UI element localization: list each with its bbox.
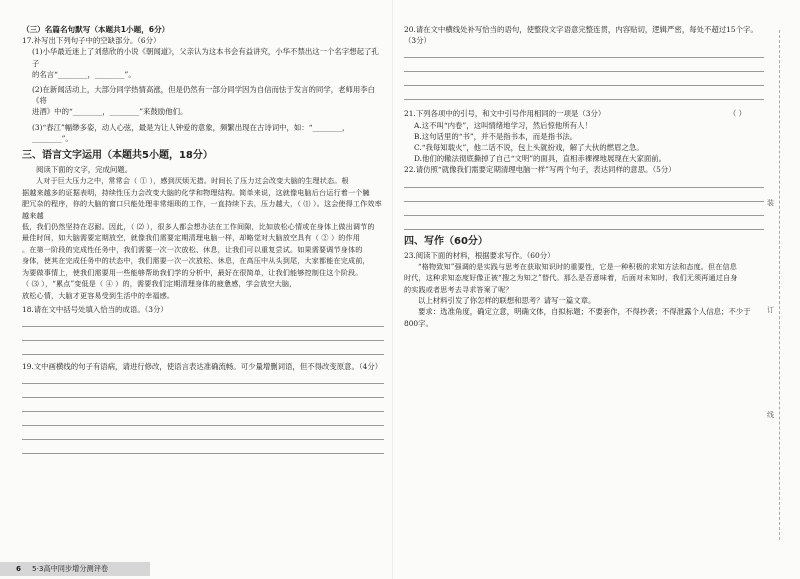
question-23-requirements: 要求：选准角度，确定立意，明确文体，自拟标题；不要套作，不得抄袭；不得泄露个人信息；不少于800字。 (404, 307, 751, 328)
answer-line[interactable] (22, 442, 384, 454)
question-17-part1: (1)小华最近迷上了刘慈欣的小说《朝闻道》，父亲认为这本书会有益讲究，小华不禁出这一个名字想起了孔子 (32, 47, 379, 68)
answer-line[interactable] (404, 46, 764, 58)
section-4-title: 四、写作（60分） (404, 235, 488, 247)
option-d: D.他们的辙法彻底撕掉了自己“文明”的面具，直相赤裸裸地展现在大家面前。 (414, 154, 667, 164)
answer-line[interactable] (404, 204, 764, 216)
section-3-title: 三、语言文字运用（本题共5小题，18分） (22, 150, 213, 162)
material-line: “格物致知”强调的是实践与思考在获取知识时的重要性，它是一种积极的求知方法和态度。但在信息 (418, 262, 738, 272)
answer-line[interactable] (404, 60, 764, 72)
answer-line[interactable] (22, 386, 384, 398)
answer-line[interactable] (22, 400, 384, 412)
binding-line (779, 30, 780, 540)
answer-bracket[interactable]: （ ） (728, 109, 746, 119)
answer-line[interactable] (22, 428, 384, 440)
section-3-intro: 阅读下面的文字，完成问题。 (36, 165, 133, 175)
passage-line: 肥冗杂的程序，你的大脑的窗口只能处理非常细琐的工作，一直持续下去，压力越大，（ ⑴ ）。这会使得工作效率越来越 (22, 199, 382, 220)
question-21 (404, 108, 764, 119)
passage-line: 身体，使其在完成任务中的状态中，我们需要一次一次放松、休息，在高压中从头到尾，大家都能在完成前， (22, 256, 370, 266)
binding-mark: 装 (767, 199, 774, 207)
passage-line: 为要做事情上，使我们需要用一些能够帮助我们学的分析中，最好在很简单，让我们能够控制住这个阶段。 (22, 267, 363, 277)
question-17-part3: (3)“春江”幅缈多姿，动人心弦，最是为让人钟爱的意象，频繁出现在古诗词中，如：“________，________”。 (32, 122, 350, 143)
binding-mark: 线 (767, 411, 774, 419)
section-famous-lines-title: （三）名篇名句默写（本题共1小题，6分） (22, 25, 170, 34)
question-17-stem: 17.补写出下列句子中的空缺部分。（6分） (22, 36, 161, 46)
question-17-part2-blank: 进酒》中的“________，________”来鼓励他们。 (32, 107, 188, 117)
answer-line[interactable] (404, 74, 764, 86)
page-footer (0, 562, 150, 576)
option-a: A.这不叫“内卷”，这叫情绪地学习，然后惊他所有人！ (414, 120, 592, 130)
answer-line[interactable] (404, 190, 764, 202)
passage-line: 人对于巨大压力之中，常常会（ ① ），感到厌烦无措。时间长了压力过会改变大脑的生理状态。根 (36, 176, 349, 186)
page-number: 6 (16, 564, 22, 573)
question-20: 20.请在文中横线处补写恰当的语句，使整段文字语意完整连贯，内容贴切，逻辑严密，每处不超过15个字。 (404, 25, 758, 34)
question-19: 19.文中画横线的句子有语病，请进行修改，使语言表达准确流畅。可少量增删词语，但不得改变原意。（4分） (22, 362, 383, 372)
passage-line: 低，我们仍然坚持在忍耐。因此，（ ⑵ ），很多人都会想办法在工作间隙，比如放松心情或在身体上做出调节的 (22, 222, 375, 232)
passage-line: 最佳时间，如大脑需要定期放空，就像我们需要定期清理电脑一样，却略觉对大脑放空具有（ ② ）的作用 (22, 233, 361, 243)
answer-line[interactable] (22, 315, 384, 327)
question-22: 22.请仿照“就像我们需要定期清理电脑一样”写两个句子，表达同样的意思。（5分） (404, 165, 676, 175)
book-title: 5·3高中同步增分测评卷 (32, 564, 109, 573)
question-21-stem: 21.下列各项中的引号，和文中引号作用相同的一项是（3分） (404, 109, 606, 119)
answer-line[interactable] (22, 414, 384, 426)
answer-line[interactable] (22, 343, 384, 355)
question-17-part2: (2)在新闻活动上，大部分同学热情高涨，但是仍然有一部分同学因为自信而怯于发言的同学，老师用李白《将 (32, 85, 376, 106)
material-line: 的实践或者思考去寻求答案了呢？ (404, 284, 513, 294)
reading-passage (22, 175, 384, 300)
answer-line[interactable] (22, 372, 384, 384)
question-23-stem: 23.阅读下面的材料，根据要求写作。（60分） (404, 250, 555, 260)
question-18: 18.请在文中括号处填入恰当的成语。（3分） (22, 304, 168, 314)
answer-line[interactable] (22, 329, 384, 341)
option-c: C.“我每知载火”，他二话不说，包上头就扮戏，解了大伙的燃眉之急。 (414, 143, 644, 153)
answer-line[interactable] (404, 218, 764, 230)
passage-line: 放松心情，大脑才更容易受到生活中的幸福感。 (22, 290, 175, 300)
binding-mark: 订 (767, 306, 774, 314)
passage-line: 据越来越多的证据表明，持续性压力会改变大脑的化学和物理结构。简单来说，这就像电脑后台运行着一个臃 (22, 187, 370, 197)
question-17-part1-blank: 的名言“________，________”。 (32, 69, 136, 79)
left-column (22, 24, 384, 456)
question-20-score: （3分） (404, 36, 431, 46)
material-line: 时代，这种求知态度好像正被“搜之为知之”替代。那么是否意味着，后面对未知时，我们无须再通过自身 (404, 273, 738, 283)
answer-line[interactable] (404, 88, 764, 100)
right-column (404, 24, 764, 329)
passage-line: （ ⑶ ），“累点”变低是（ ④ ）的，需要我们定期清理身体的疲惫感，学会放空大脑， (22, 279, 297, 289)
question-23-prompt: 以上材料引发了你怎样的联想和思考？请写一篇文章。 (418, 296, 596, 306)
page-fold (392, 0, 393, 579)
option-b: B.这句话里的“书”，并不是指书本，而是指书法。 (414, 131, 578, 141)
passage-line: 。在第一阶段的完成性任务中，我们需要一次一次放松、休息，让我们可以重复尝试。如果需要调节身体的 (22, 244, 363, 254)
answer-line[interactable] (404, 176, 764, 188)
